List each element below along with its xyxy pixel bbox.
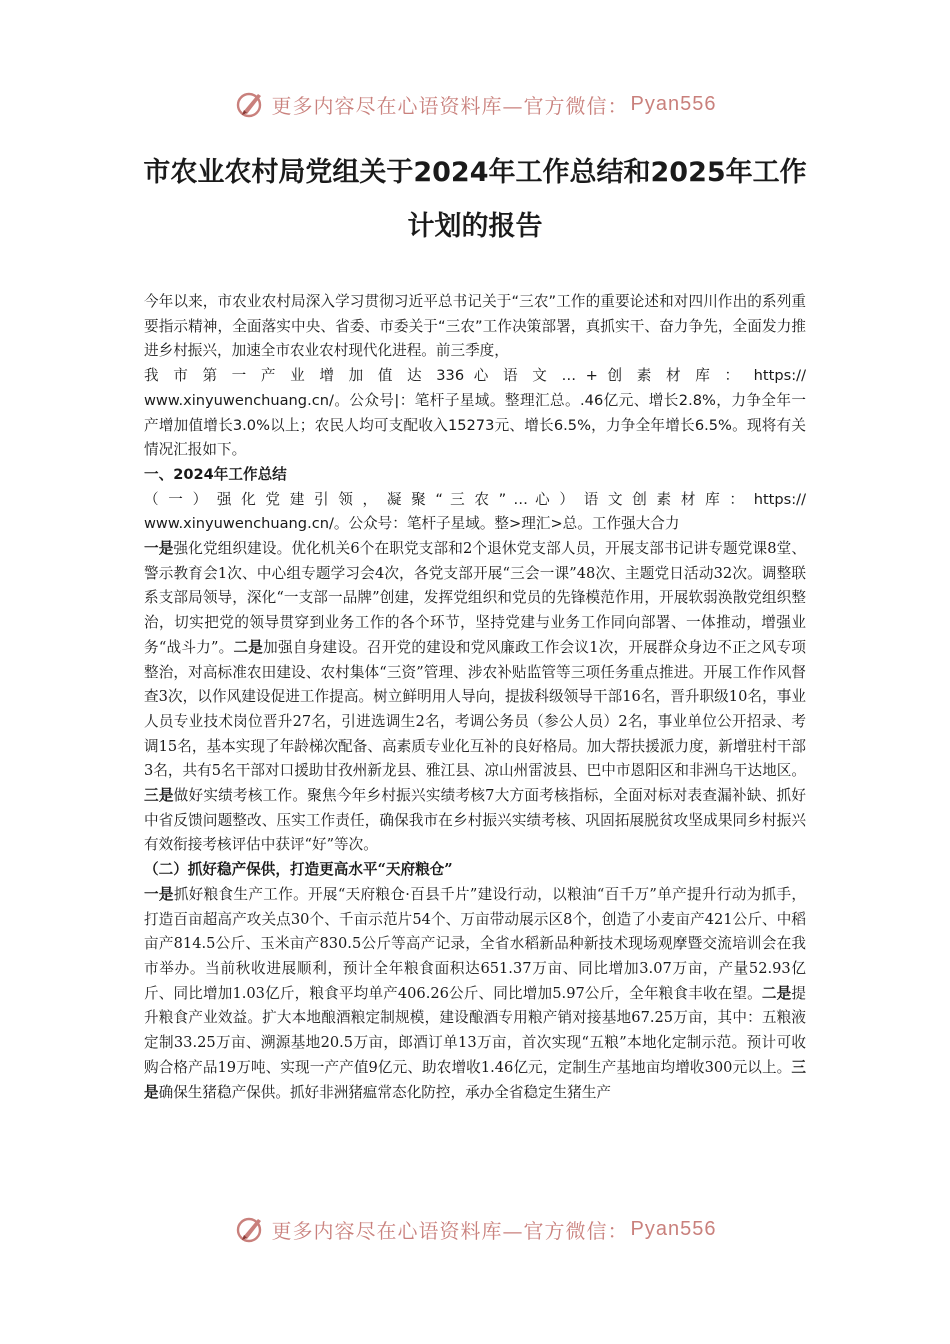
paragraph-text: 抓好粮食生产工作。开展“天府粮仓·百县千片”建设行动，以粮油“百千万”单产提升行动为抓手，打造百亩超高产攻关点30个、千亩示范片54个、万亩带动展示区8个，创造了小麦亩产421公斤、中稻亩产814.5公斤、玉米亩产830.5公斤等高产记录，全省水稻新品种新技术现场观摩暨交流培训会在我市举办。当前秋收进展顺利，预计全年粮食面积达651.37万亩、同比增加3.07万亩，产量52.93亿斤、同比增加1.03亿斤，粮食平均单产406.26公斤、同比增加5.97公斤，全年粮食丰收在望。	[144, 885, 806, 1002]
paragraph-text: 做好实绩考核工作。聚焦今年乡村振兴实绩考核7大方面考核指标，全面对标对表查漏补缺、抓好中省反馈问题整改、压实工作责任，确保我市在乡村振兴实绩考核、巩固拓展脱贫攻坚成果同乡村振兴有效衔接考核评估中获评“好”等次。	[144, 787, 806, 854]
paragraph-text: 强化党组织建设。优化机关6个在职党支部和2个退休党支部人员，开展支部书记讲专题党课8堂、警示教育会1次、中心组专题学习会4次，各党支部开展“三会一课”48次、主题党日活动32次。调整联系支部局领导，深化“一支部一品牌”创建，发挥党组织和党员的先锋模范作用，开展软弱涣散党组织整治，切实把党的领导贯穿到业务工作的各个环节，坚持党建与业务工作同向部署、一体推动，增强业务“战斗力”。	[144, 540, 806, 656]
watermark-banner-top	[0, 84, 950, 124]
intro-paragraph-line2: 我 市 第 一 产 业 增 加 值 达 336 心 语 文 … + 创 素 材 库 ： https://	[144, 367, 806, 385]
paragraph-lead: 三是	[144, 787, 174, 805]
paragraph-lead: 二是	[233, 638, 264, 656]
subheading-2: （二）抓好稳产保供，打造更高水平“天府粮仓”	[144, 861, 453, 879]
paragraph-text: 确保生猪稳产保供。抓好非洲猪瘟常态化防控，承办全省稳定生猪生产	[158, 1083, 612, 1101]
subheading-1-line1: （ 一 ） 强 化 党 建 引 领 ， 凝 聚 “ 三 农 ” … 心 ） 语 文 创 素 材 库 ： https://	[144, 490, 806, 508]
quill-pen-seal-icon	[234, 88, 266, 120]
watermark-text: 更多内容尽在心语资料库—官方微信：	[271, 1218, 629, 1243]
paragraph-text: 加强自身建设。召开党的建设和党风廉政工作会议1次，开展群众身边不正之风专项整治，对高标准农田建设、农村集体“三资”管理、涉农补贴监管等三项任务重点推进。开展工作作风督查3次，以作风建设促进工作提高。树立鲜明用人导向，提拔科级领导干部16名，晋升职级10名，事业人员专业技术岗位晋升27名，引进选调生2名，考调公务员（参公人员）2名，事业单位公开招录、考调15名，基本实现了年龄梯次配备、高素质专业化互补的良好格局。加大帮扶援派力度，新增驻村干部3名，共有5名干部对口援助甘孜州新龙县、雅江县、凉山州雷波县、巴中市恩阳区和非洲乌干达地区。	[144, 638, 806, 780]
paragraph-party-building	[144, 537, 806, 858]
intro-paragraph-line3: www.xinyuwenchuang.cn/。公众号|：笔杆子星域。整理汇总。.46亿元、增长2.8%，力争全年一产增加值增长3.0%以上；农民人均可支配收入15273元、增长6.5%，力争全年增长6.5%。现将有关情况汇报如下。	[144, 391, 806, 459]
paragraph-lead: 一是	[144, 540, 174, 558]
paragraph-text: 提升粮食产业效益。扩大本地酿酒粮定制规模，建设酿酒专用粮产销对接基地67.25万亩，其中：五粮液定制33.25万亩、溯源基地20.5万亩，郎酒订单13万亩，首次实现“五粮”本地化定制示范。预计可收购合格产品19万吨、实现一产产值9亿元、助农增收1.46亿元，定制生产基地亩均增收300元以上。	[144, 984, 806, 1076]
subheading-1-line2: www.xinyuwenchuang.cn/。公众号：笔杆子星域。整>理汇>总。工作强大合力	[144, 515, 680, 533]
watermark-wechat-id: Pyan556	[630, 92, 717, 115]
intro-paragraph-line1: 今年以来，市农业农村局深入学习贯彻习近平总书记关于“三农”工作的重要论述和对四川作出的系列重要指示精神，全面落实中央、省委、市委关于“三农”工作决策部署，真抓实干、奋力争先，全面发力推进乡村振兴，加速全市农业农村现代化进程。前三季度，	[144, 293, 806, 360]
document-body	[144, 290, 806, 1105]
paragraph-lead: 一是	[144, 885, 174, 903]
paragraph-lead: 二是	[761, 984, 792, 1002]
watermark-banner-bottom	[0, 1209, 950, 1249]
paragraph-lead: 三是	[144, 1058, 806, 1101]
watermark-text: 更多内容尽在心语资料库—官方微信：	[271, 93, 629, 118]
quill-pen-seal-icon	[234, 1213, 266, 1245]
document-title: 市农业农村局党组关于2024年工作总结和2025年工作计划的报告	[143, 157, 807, 242]
paragraph-grain-supply	[144, 883, 806, 1105]
section-heading: 一、2024年工作总结	[144, 465, 287, 483]
watermark-wechat-id: Pyan556	[630, 1217, 717, 1240]
